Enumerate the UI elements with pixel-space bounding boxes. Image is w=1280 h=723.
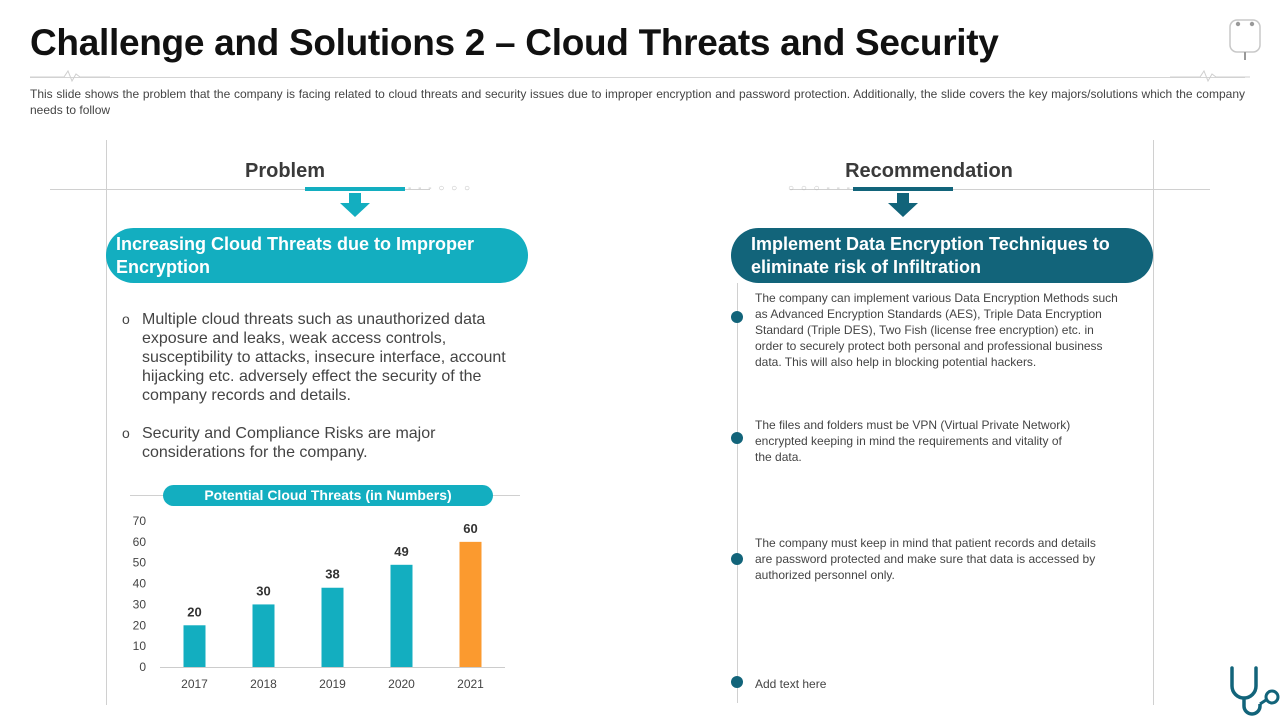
bar [322,588,344,667]
problem-pill [106,228,528,283]
plug-icon [1226,18,1266,62]
recommendation-item: The company must keep in mind that patient records and details are password protected and make sure that data is accessed by authorized personnel only. [755,536,1096,582]
y-tick-label: 30 [132,597,146,612]
problem-dots: - - - ○ ○ ○ [408,183,473,194]
recommendation-item: The company can implement various Data Encryption Methods such as Advanced Encryption Standards (AES), Triple Data Encryption Standard (Triple DES), Two Fish (license free encryption) etc. in order to securely protect both personal and professional business data. This will also help in blocking potential hackers. [755,291,1118,369]
timeline-dot [731,432,743,444]
bullet-text: Security and Compliance Risks are major considerations for the company. [142,425,436,461]
y-tick-label: 60 [132,534,146,549]
y-tick-label: 50 [132,555,146,570]
right-frame-line [1153,140,1154,705]
recommendation-item: Add text here [755,677,827,691]
list-item [122,424,512,462]
x-tick-label: 2019 [319,677,346,691]
bullet-glyph: o [122,311,130,327]
bar-chart [120,508,520,698]
problem-bullets [122,310,512,481]
chart-title: Potential Cloud Threats (in Numbers) [163,485,493,506]
timeline-dot [731,553,743,565]
timeline-dot [731,311,743,323]
recommendation-pill [731,228,1153,283]
y-tick-label: 10 [132,639,146,654]
data-label: 49 [394,543,409,559]
bar [253,604,275,667]
slide-title: Challenge and Solutions 2 – Cloud Threats and Security [30,22,999,63]
slide-subtitle: This slide shows the problem that the company is facing related to cloud threats and security issues due to improper encryption and password protection. Additionally, the slide covers the key majors/solutions which the company needs to follow [30,87,1245,117]
recommendation-item: The files and folders must be VPN (Virtual Private Network) encrypted keeping in mind the requirements and vitality of the data. [755,418,1071,464]
problem-pill-text: Increasing Cloud Threats due to Improper Encryption [116,233,475,277]
data-label: 30 [256,583,271,599]
list-item [122,310,512,405]
recommendation-pill-text: Implement Data Encryption Techniques to eliminate risk of Infiltration [751,233,1110,277]
bullet-text: Multiple cloud threats such as unauthorized data exposure and leaks, weak access controls, susceptibility to attacks, insecure interface, account hijacking etc. adversely effect the security of the company records and details. [142,311,506,404]
timeline-dot [731,676,743,688]
y-tick-label: 20 [132,618,146,633]
bar [460,542,482,667]
recommendation-dots: ○ ○ ○ - - - [788,183,853,194]
y-tick-label: 70 [132,514,146,528]
bar [391,565,413,667]
x-tick-label: 2017 [181,677,208,691]
x-tick-label: 2021 [457,677,484,691]
timeline-line [737,283,738,703]
x-tick-label: 2018 [250,677,277,691]
bullet-glyph: o [122,425,130,441]
title-rule [30,77,1245,78]
y-tick-label: 40 [132,576,146,591]
bar [184,625,206,667]
down-arrow-icon [886,193,920,217]
problem-heading-bar [305,187,405,191]
data-label: 60 [463,520,478,536]
recommendation-heading-bar [853,187,953,191]
problem-heading: Problem [244,160,326,182]
stethoscope-icon [1226,664,1280,718]
recommendation-heading: Recommendation [845,160,1013,182]
down-arrow-icon [338,193,372,217]
x-tick-label: 2020 [388,677,415,691]
pulse-line-left [30,68,110,82]
data-label: 20 [187,604,202,620]
left-frame-line [106,140,107,705]
data-label: 38 [325,566,340,582]
pulse-line-right [1170,68,1250,82]
y-tick-label: 0 [139,660,146,674]
